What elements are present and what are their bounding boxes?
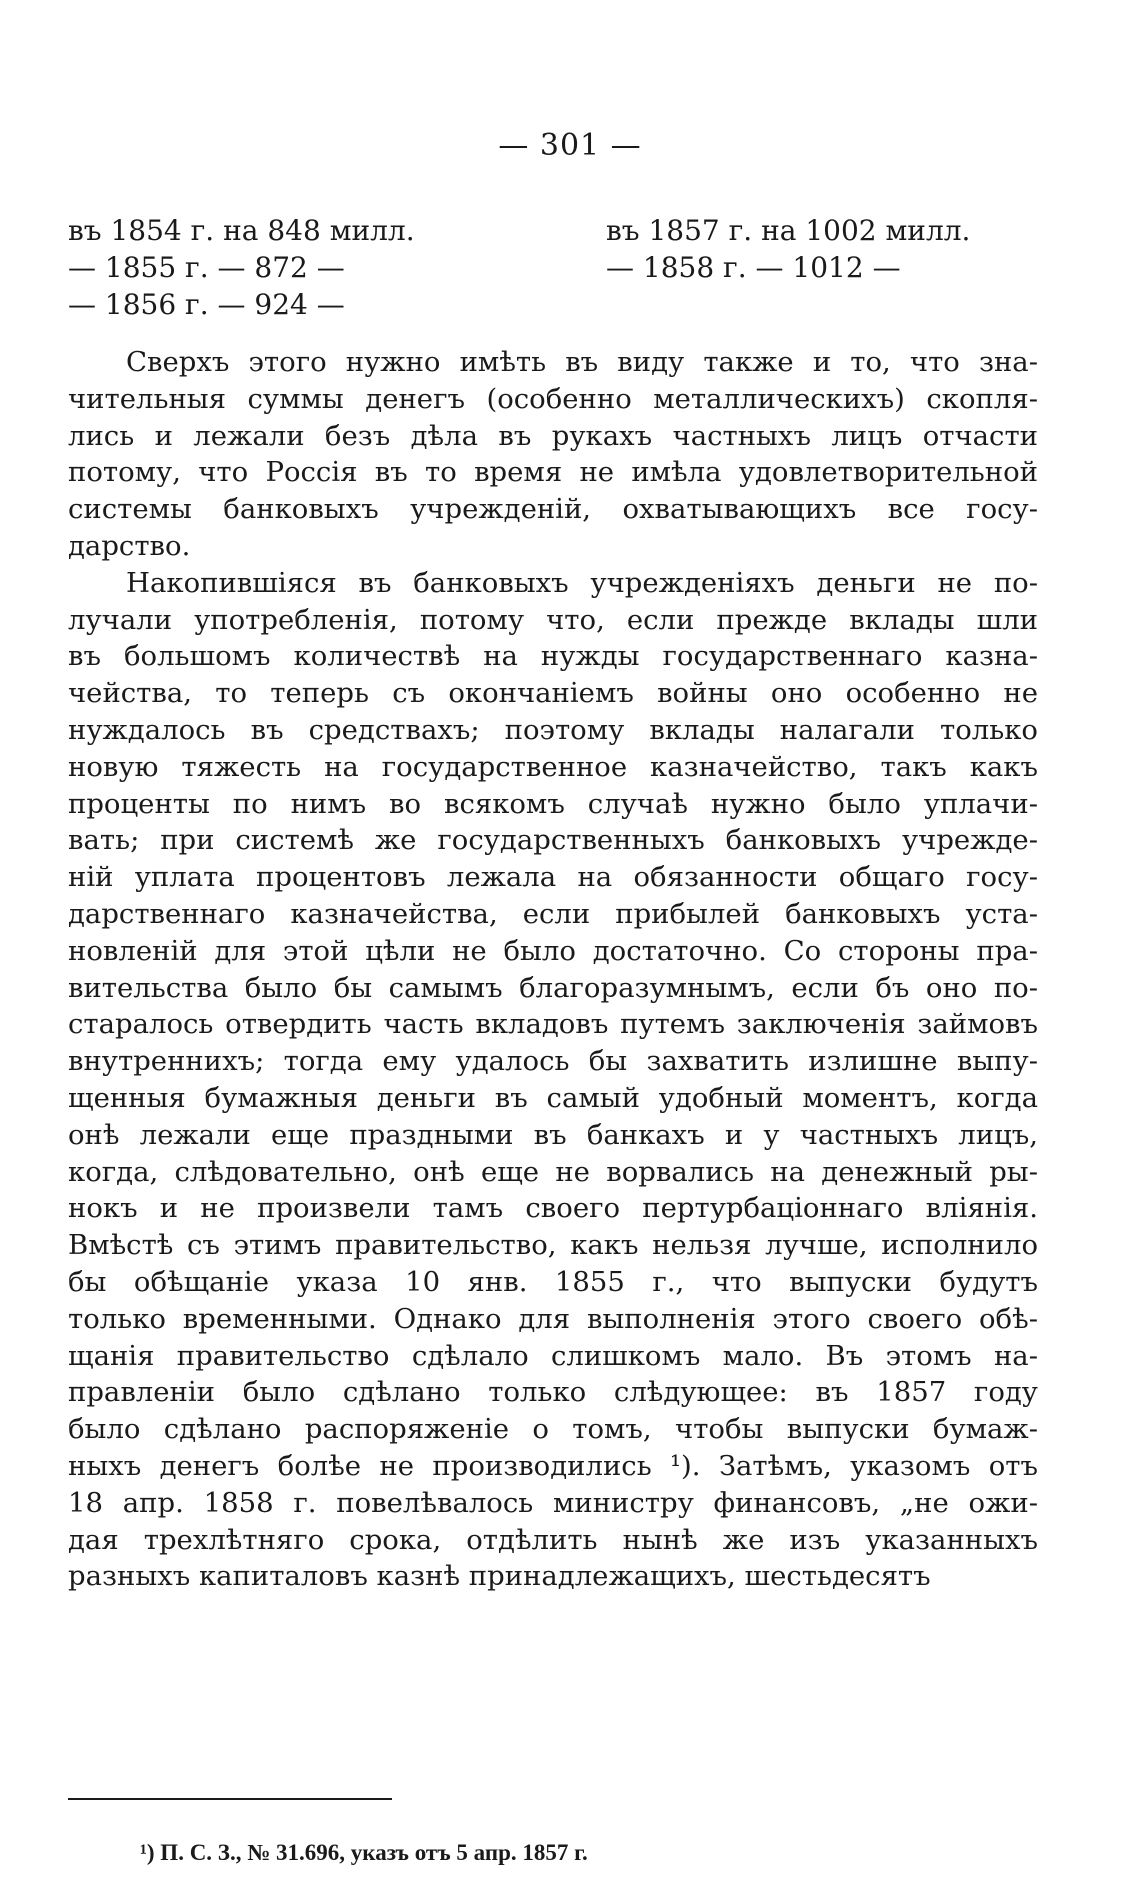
page-number: — 301 — (498, 128, 642, 163)
text-line: щенныя бумажныя деньги въ самый удобный моментъ, когда (68, 1081, 1038, 1114)
text-line: Вмѣстѣ съ этимъ правительство, какъ нельзя лучше, исполнило (68, 1229, 1038, 1262)
stats-row: — 1856 г. — 924 — (68, 288, 345, 321)
text-line: ныхъ денегъ болѣе не производились ¹). Затѣмъ, указомъ отъ (68, 1449, 1038, 1482)
text-line: чительныя суммы денегъ (особенно металлическихъ) скопля- (68, 382, 1038, 415)
stats-row: — 1858 г. — 1012 — (606, 251, 901, 284)
text-line: дарственнаго казначейства, если прибылей банковыхъ уста- (68, 897, 1038, 930)
footnote-rule (68, 1798, 392, 1800)
text-line: Накопившіяся въ банковыхъ учрежденіяхъ деньги не по- (126, 566, 1038, 599)
footnote: ¹) П. С. З., № 31.696, указъ отъ 5 апр. 1857 г. (140, 1840, 588, 1865)
text-line: вать; при системѣ же государственныхъ банковыхъ учрежде- (68, 824, 1038, 857)
text-line: когда, слѣдовательно, онѣ еще не ворвались на денежный ры- (68, 1155, 1038, 1188)
text-line: правленіи было сдѣлано только слѣдующее: въ 1857 году (68, 1376, 1038, 1409)
text-line: системы банковыхъ учрежденій, охватывающихъ все госу- (68, 493, 1038, 526)
stats-column-left (68, 212, 415, 323)
text-line: было сдѣлано распоряженіе о томъ, чтобы выпуски бумаж- (68, 1413, 1038, 1446)
stats-row: въ 1854 г. на 848 милл. (68, 214, 415, 247)
body-text (68, 344, 1038, 1595)
text-line: чейства, то теперь съ окончаніемъ войны оно особенно не (68, 677, 1038, 710)
text-line: нокъ и не произвели тамъ своего пертурбаціоннаго вліянія. (68, 1192, 1038, 1225)
text-line: разныхъ капиталовъ казнѣ принадлежащихъ, шестьдесятъ (68, 1560, 931, 1593)
text-line: Сверхъ этого нужно имѣть въ виду также и то, что зна- (126, 346, 1038, 378)
text-line: потому, что Россія въ то время не имѣла удовлетворительной (68, 456, 1038, 489)
paragraph (68, 344, 1038, 565)
text-line: щанія правительство сдѣлало слишкомъ мало. Въ этомъ на- (68, 1339, 1038, 1372)
text-line: лись и лежали безъ дѣла въ рукахъ частныхъ лицъ отчасти (68, 419, 1038, 452)
text-line: новленій для этой цѣли не было достаточно. Со стороны пра- (68, 934, 1038, 967)
text-line: проценты по нимъ во всякомъ случаѣ нужно было уплачи- (68, 787, 1038, 820)
text-line: только временными. Однако для выполненія этого своего обѣ- (68, 1302, 1038, 1335)
text-line: дарство. (68, 529, 191, 562)
text-line: 18 апр. 1858 г. повелѣвалось министру финансовъ, „не ожи- (68, 1486, 1038, 1519)
text-line: въ большомъ количествѣ на нужды государственнаго казна- (68, 640, 1038, 673)
text-line: ній уплата процентовъ лежала на обязанности общаго госу- (68, 861, 1038, 894)
text-line: дая трехлѣтняго срока, отдѣлить нынѣ же изъ указанныхъ (68, 1523, 1038, 1556)
text-line: бы обѣщаніе указа 10 янв. 1855 г., что выпуски будутъ (68, 1265, 1038, 1298)
stats-row: — 1855 г. — 872 — (68, 251, 345, 284)
text-line: новую тяжесть на государственное казначейство, такъ какъ (68, 750, 1038, 783)
stats-column-right (606, 212, 970, 286)
text-line: старалось отвердить часть вкладовъ путемъ заключенія займовъ (68, 1008, 1038, 1041)
text-line: лучали употребленія, потому что, если прежде вклады шли (68, 603, 1038, 636)
stats-row: въ 1857 г. на 1002 милл. (606, 214, 971, 247)
text-line: внутреннихъ; тогда ему удалось бы захватить излишне выпу- (68, 1045, 1038, 1078)
text-line: нуждалось въ средствахъ; поэтому вклады налагали только (68, 713, 1038, 746)
text-line: онѣ лежали еще праздными въ банкахъ и у частныхъ лицъ, (68, 1118, 1038, 1151)
text-line: вительства было бы самымъ благоразумнымъ, если бъ оно по- (68, 971, 1038, 1004)
paragraph (68, 565, 1038, 1595)
